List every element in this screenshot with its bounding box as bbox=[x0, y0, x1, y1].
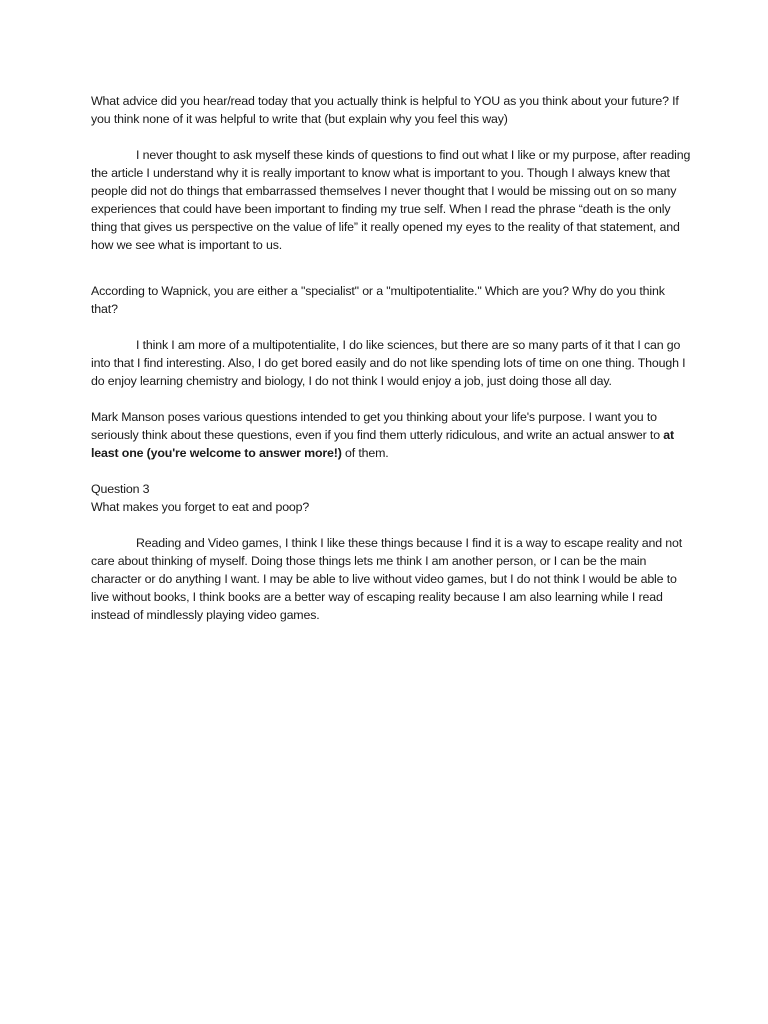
section-spacer bbox=[91, 390, 691, 408]
question-3-answer: Reading and Video games, I think I like these things because I find it is a way to escape reality and not care about thinking of myself. Doing those things lets me think I am another person, or I can be the main character or do anything I want. I may be able to live without video games, but I do not think I would be able to live without books, I think books are a better way of escaping reality because I am also learning while I read instead of mindlessly playing video games. bbox=[91, 536, 683, 622]
question-2-answer: I think I am more of a multipotentialite, I do like sciences, but there are so many parts of it that I can go into that I find interesting. Also, I do get bored easily and do not like spending lots of time on one thing. Though I do enjoy learning chemistry and biology, I do not think I would enjoy a job, just doing those all day. bbox=[91, 338, 686, 388]
question-1-answer: I never thought to ask myself these kinds of questions to find out what I like or my purpose, after reading the article I understand why it is really important to know what is important to you. Though I always knew that people did not do things that embarrassed themselves I never thought that I would be missing out on so many experiences that could have been important to finding my true self. When I read the phrase “death is the only thing that gives us perspective on the value of life” it really opened my eyes to the reality of that statement, and how we see what is important to us. bbox=[91, 148, 691, 252]
manson-outro: of them. bbox=[341, 446, 389, 460]
manson-instructions bbox=[91, 408, 691, 462]
question-1-prompt: What advice did you hear/read today that you actually think is helpful to YOU as you think about your future? If you think none of it was helpful to write that (but explain why you feel this way) bbox=[91, 94, 679, 126]
question-3-prompt: What makes you forget to eat and poop? bbox=[91, 500, 310, 514]
manson-intro: Mark Manson poses various questions intended to get you thinking about your life's purpose. I want you to seriously think about these questions, even if you find them utterly ridiculous, and write an actual answer to bbox=[91, 410, 664, 442]
document-page bbox=[91, 92, 691, 624]
section-spacer bbox=[91, 462, 691, 480]
section-spacer bbox=[91, 254, 691, 282]
question-3-label: Question 3 bbox=[91, 482, 150, 496]
question-2-prompt: According to Wapnick, you are either a "specialist" or a "multipotentialite." Which are you? Why do you think that? bbox=[91, 284, 665, 316]
manson-emphasis: at least one (you're welcome to answer more!) bbox=[91, 428, 674, 460]
